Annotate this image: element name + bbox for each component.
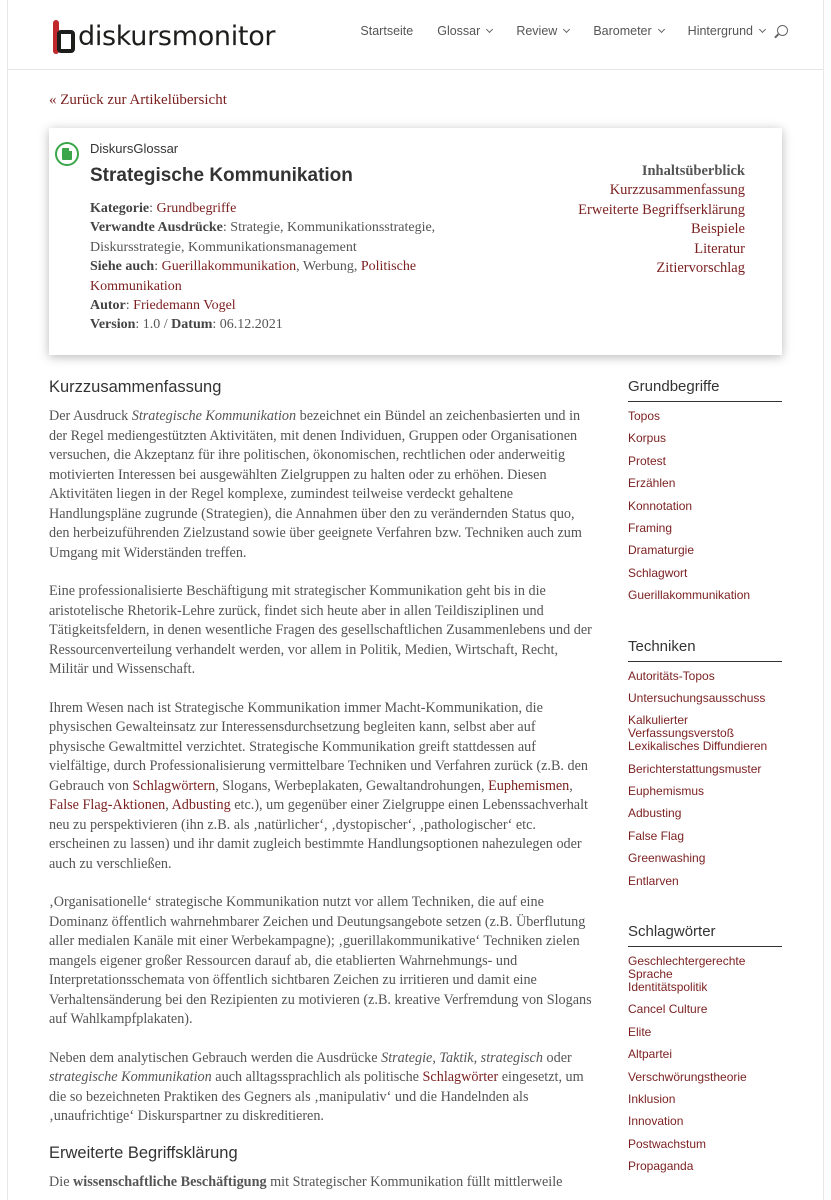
section-heading-summary: Kurzzusammenfassung <box>49 378 222 396</box>
paragraph-3: Ihrem Wesen nach ist Strategische Kommunikation immer Macht-Kommunikation, die physischen Gewalteinsatz zur Interessensdurchsetzung begleiten kann, selbst aber auf physische Gewaltmittel verzichtet. Strategische Kommunikation greift stattdessen auf vielfältige, durch Professionalisierung vermittelbare Techniken und Verfahren zurück (z.B. den Gebrauch von Schlagwörtern, Slogans, Werbeplakaten, Gewaltandrohungen, Euphemismen, False Flag-Aktionen, Adbusting etc.), um gegenüber einer Zielgruppe einen Lebenssachverhalt neu zu perspektivieren (ihn z.B. als ‚natürlicher‘, ‚dystopischer‘, ‚pathologischer‘ etc. erscheinen zu lassen) und ihr damit zugleich bestimmte Handlungsoptionen nahezulegen oder auch zu verschließen. <box>49 699 588 872</box>
paragraph-6: Die wissenschaftliche Beschäftigung mit Strategischer Kommunikation füllt mittlerweile <box>49 1173 563 1190</box>
glossary-tag: DiskursGlossar <box>90 141 179 156</box>
chevron-down-icon <box>563 26 570 33</box>
paragraph-4: ‚Organisationelle‘ strategische Kommunikation nutzt vor allem Techniken, die auf eine Dominanz öffentlich wahrnehmbarer Zeichen und Deutungsangebote setzen (z.B. Überflutung aller medialen Kanäle mit einer Werbekampagne); ‚guerillakommunikative‘ Techniken zielen mangels eigener großer Ressourcen darauf ab, die etablierten Wahrnehmungs- und Interpretationsschemata von öffentlich sichtbaren Zeichen zu irritieren und damit eine Verhaltensänderung bei den Rezipienten zu motivieren (z.B. kreative Verfremdung von Slogans auf Wahlkampfplakaten). <box>49 894 592 1027</box>
sidebar-link[interactable]: Kalkulierter Verfassungsverstoß <box>628 713 735 741</box>
sidebar-link[interactable]: False Flag <box>628 828 685 843</box>
nav-item-review[interactable] <box>516 24 569 38</box>
meta-verwandte: Verwandte Ausdrücke: Strategie, Kommunikationsstrategie, Diskursstrategie, Kommunikationsmanagement <box>90 220 436 255</box>
sidebar-list-grundbegriffe <box>628 410 782 612</box>
paragraph-2: Eine professionalisierte Beschäftigung mit strategischer Kommunikation geht bis in die aristotelische Rhetorik-Lehre zurück, findet sich heute aber in allen Teildisziplinen und Tätigkeitsfeldern, in denen wesentliche Fragen des gesellschaftlichen Zusammenlebens und der Ressourcenverteilung verhandelt werden, vor allem in Politik, Medien, Wirtschaft, Recht, Militär und Wissenschaft. <box>49 583 592 677</box>
link-euphemismen[interactable]: Euphemismen <box>488 777 570 794</box>
meta-kategorie: Kategorie: Grundbegriffe <box>90 201 237 216</box>
sidebar-link[interactable]: Entlarven <box>628 873 679 888</box>
meta-version: Version: 1.0 / Datum: 06.12.2021 <box>90 317 283 333</box>
glossary-card <box>49 128 782 355</box>
sidebar-link[interactable]: Framing <box>628 520 673 535</box>
sidebar-link[interactable]: Propaganda <box>628 1159 694 1174</box>
nav-item-glossar[interactable] <box>437 24 492 38</box>
sidebar-link[interactable]: Adbusting <box>628 806 682 821</box>
logo-text: diskursmonitor <box>78 21 276 52</box>
sidebar-link[interactable]: Untersuchungsausschuss <box>628 690 766 705</box>
nav-item-barometer[interactable] <box>593 24 663 38</box>
site-header <box>8 0 824 70</box>
sidebar-link[interactable]: Lexikalisches Diffundieren <box>628 739 768 754</box>
sidebar-link[interactable]: Verschwörungstheorie <box>628 1069 747 1084</box>
sidebar-link[interactable]: Greenwashing <box>628 851 706 866</box>
sidebar-list-techniken <box>628 670 782 898</box>
sidebar-link[interactable]: Postwachstum <box>628 1136 707 1151</box>
toc-title: Inhaltsüberblick <box>641 163 745 179</box>
paragraph-5: Neben dem analytischen Gebrauch werden die Ausdrücke Strategie, Taktik, strategisch oder strategische Kommunikation auch alltagssprachlich als politische Schlagwörter eingesetzt, um die so bezeichneten Praktiken des Gegners als ‚manipulativ‘ und die Handelnden als ‚unaufrichtige‘ Diskurspartner zu diskreditieren. <box>49 1049 584 1124</box>
toc-link-zitiervorschlag[interactable]: Zitiervorschlag <box>656 260 745 277</box>
nav-label: Barometer <box>593 24 652 38</box>
sidebar-link[interactable]: Identitätspolitik <box>628 980 708 995</box>
toc-link-literatur[interactable]: Literatur <box>694 240 745 257</box>
nav-label: Hintergrund <box>687 24 753 38</box>
sidebar-link[interactable]: Inklusion <box>628 1091 676 1106</box>
back-to-articles-link[interactable]: « Zurück zur Artikelübersicht <box>49 92 227 108</box>
chevron-down-icon <box>658 26 665 33</box>
sidebar-link[interactable]: Topos <box>628 409 661 423</box>
sidebar-link[interactable]: Euphemismus <box>628 784 705 799</box>
sidebar-link[interactable]: Innovation <box>628 1114 684 1129</box>
sidebar-heading-schlagwoerter: Schlagwörter <box>628 923 782 947</box>
chevron-down-icon <box>759 26 766 33</box>
sidebar-link[interactable]: Berichterstattungsmuster <box>628 761 762 776</box>
kategorie-link[interactable]: Grundbegriffe <box>156 201 237 216</box>
sidebar-link[interactable]: Elite <box>628 1024 652 1039</box>
nav-label: Startseite <box>360 24 414 38</box>
document-icon <box>55 142 79 166</box>
sidebar-link[interactable]: Dramaturgie <box>628 543 695 558</box>
nav-label: Review <box>516 24 558 38</box>
siehe-link-politische-kommunikation[interactable]: Politische Kommunikation <box>90 259 417 294</box>
main-nav <box>360 24 824 38</box>
toc-link-erweiterte-begriffserklaerung[interactable]: Erweiterte Begriffserklärung <box>578 201 745 218</box>
toc-link-beispiele[interactable]: Beispiele <box>691 221 745 238</box>
meta-autor: Autor: Friedemann Vogel <box>90 298 236 314</box>
sidebar <box>628 378 782 1200</box>
glossary-meta <box>90 199 455 335</box>
sidebar-link[interactable]: Protest <box>628 453 667 468</box>
nav-item-hintergrund[interactable] <box>688 24 765 38</box>
page <box>7 0 824 1200</box>
search-icon[interactable] <box>777 25 788 36</box>
site-logo[interactable] <box>53 17 275 57</box>
chevron-down-icon <box>486 26 493 33</box>
sidebar-link[interactable]: Cancel Culture <box>628 1002 708 1017</box>
logo-mark-icon <box>53 18 73 56</box>
siehe-link-guerilla[interactable]: Guerillakommunikation <box>161 259 297 275</box>
sidebar-link[interactable]: Altpartei <box>628 1047 673 1062</box>
toc-link-kurzzusammenfassung[interactable]: Kurzzusammenfassung <box>609 182 745 199</box>
sidebar-link[interactable]: Autoritäts-Topos <box>628 668 715 683</box>
table-of-contents <box>578 162 745 278</box>
sidebar-link[interactable]: Schlagwort <box>628 565 688 580</box>
sidebar-link[interactable]: Geschlechtergerechte Sprache <box>628 954 746 982</box>
section-heading-extended: Erweiterte Begriffsklärung <box>49 1143 238 1162</box>
nav-label: Glossar <box>437 24 481 38</box>
link-false-flag[interactable]: False Flag-Aktionen <box>49 797 166 813</box>
sidebar-link[interactable]: Konnotation <box>628 498 693 513</box>
meta-siehe-auch: Siehe auch: Guerillakommunikation, Werbung, Politische Kommunikation <box>90 259 417 294</box>
sidebar-link[interactable]: Guerillakommunikation <box>628 588 751 603</box>
article-body <box>49 378 594 1200</box>
sidebar-heading-techniken: Techniken <box>628 638 782 662</box>
link-schlagwoerter-2[interactable]: Schlagwörter <box>422 1069 499 1085</box>
sidebar-heading-grundbegriffe: Grundbegriffe <box>628 378 782 402</box>
sidebar-link[interactable]: Erzählen <box>628 476 676 491</box>
paragraph-1: Der Ausdruck Strategische Kommunikation bezeichnet ein Bündel an zeichenbasierten und in der Regel mediengestützten Aktivitäten, mit denen Individuen, Gruppen oder Organisationen versuchen, die Akzeptanz für ihre politischen, ökonomischen, rechtlichen oder anderweitig motivierten Interessen bei ausgewählten Zielgruppen zu halten oder zu erhöhen. Diesen Aktivitäten liegen in der Regel komplexe, zumindest teilweise verdeckt gehaltene Handlungspläne zugrunde (Strategien), die Annahmen über den zu verändernden Status quo, den herbeizuführenden Zielzustand sowie über geeignete Verfahren bzw. Techniken auch zum Umgang mit Widerständen treffen. <box>49 408 582 561</box>
link-adbusting[interactable]: Adbusting <box>171 797 231 813</box>
sidebar-list-schlagwoerter <box>628 955 782 1183</box>
autor-link[interactable]: Friedemann Vogel <box>133 298 236 314</box>
nav-item-startseite[interactable] <box>360 24 413 38</box>
sidebar-link[interactable]: Korpus <box>628 431 667 446</box>
link-schlagwoerter[interactable]: Schlagwörtern <box>132 777 216 794</box>
page-title: Strategische Kommunikation <box>90 165 353 186</box>
